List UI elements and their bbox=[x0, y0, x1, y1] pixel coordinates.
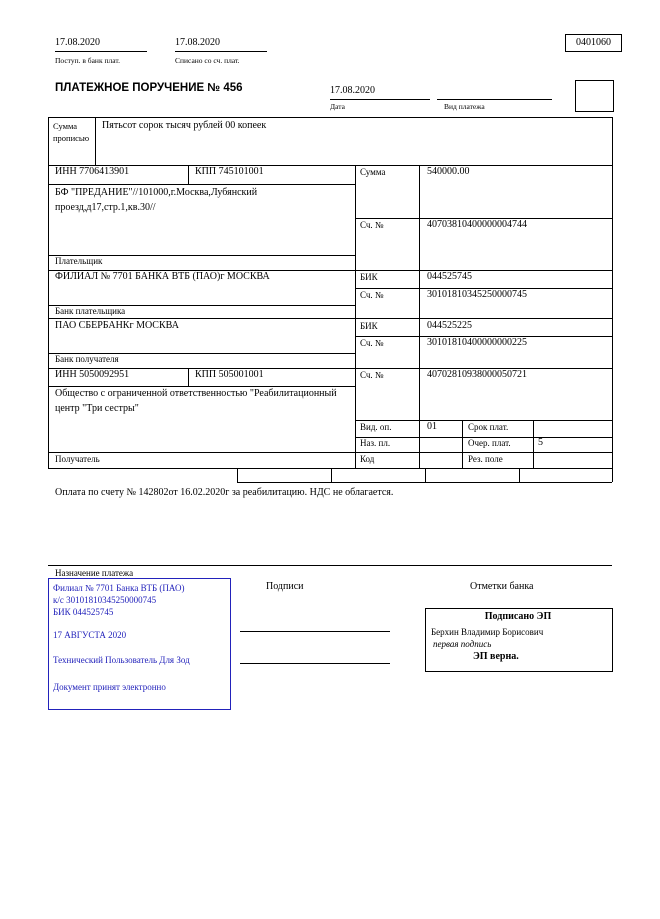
bank-stamp-line: 17 АВГУСТА 2020 bbox=[53, 630, 127, 640]
grid-line bbox=[48, 117, 612, 118]
bank-stamp-line: Филиал № 7701 Банка ВТБ (ПАО) bbox=[53, 583, 185, 593]
date-debited-label: Списано со сч. плат. bbox=[175, 56, 240, 65]
payee-bank-account: 30101810400000000225 bbox=[427, 337, 527, 348]
bank-stamp-line: БИК 044525745 bbox=[53, 607, 114, 617]
payer-bank-account: 30101810345250000745 bbox=[427, 289, 527, 300]
signatures-label: Подписи bbox=[266, 581, 304, 592]
date-received-label: Поступ. в банк плат. bbox=[55, 56, 120, 65]
payer-name: БФ "ПРЕДАНИЕ"//101000,г.Москва,Лубянский проезд,д17,стр.1,кв.30// bbox=[55, 187, 258, 213]
rez-pole-label: Рез. поле bbox=[468, 454, 503, 464]
payee-kpp: КПП 505001001 bbox=[195, 369, 264, 380]
esign-kind: первая подпись bbox=[433, 639, 492, 649]
payee-bank-bik: 044525225 bbox=[427, 320, 472, 331]
vid-op-label: Вид. оп. bbox=[360, 422, 392, 432]
payer-bank-section-label: Банк плательщика bbox=[55, 306, 126, 316]
payee-section-label: Получатель bbox=[55, 454, 100, 464]
payer-account: 40703810400000004744 bbox=[427, 219, 527, 230]
grid-line bbox=[237, 468, 238, 482]
esign-verified: ЭП верна. bbox=[473, 651, 519, 662]
grid-line bbox=[188, 165, 189, 184]
kod-label: Код bbox=[360, 454, 375, 464]
payer-account-label: Сч. № bbox=[360, 220, 384, 230]
payee-account-label: Сч. № bbox=[360, 370, 384, 380]
payee-inn: ИНН 5050092951 bbox=[55, 369, 130, 380]
amount-label: Сумма bbox=[360, 167, 386, 177]
grid-line bbox=[237, 482, 612, 483]
payer-section-label: Плательщик bbox=[55, 256, 103, 266]
purpose-text: Оплата по счету № 142802от 16.02.2020г за реабилитацию. НДС не облагается. bbox=[55, 487, 394, 498]
grid-line bbox=[355, 420, 612, 421]
grid-line bbox=[95, 117, 96, 165]
grid-line bbox=[355, 165, 356, 468]
ocher-plat-label: Очер. плат. bbox=[468, 438, 511, 448]
document-title: ПЛАТЕЖНОЕ ПОРУЧЕНИЕ № 456 bbox=[55, 82, 243, 94]
purpose-underline bbox=[48, 565, 612, 566]
esign-person: Берхин Владимир Борисович bbox=[431, 627, 544, 637]
signature-line bbox=[240, 663, 390, 664]
payment-kind-field bbox=[437, 85, 552, 100]
grid-line bbox=[48, 468, 612, 469]
grid-line bbox=[48, 117, 49, 468]
payer-inn: ИНН 7706413901 bbox=[55, 166, 130, 177]
grid-line bbox=[462, 420, 463, 468]
naz-pl-label: Наз. пл. bbox=[360, 438, 391, 448]
bank-marks-label: Отметки банка bbox=[470, 581, 534, 592]
grid-line bbox=[612, 117, 613, 482]
payee-bank-bik-label: БИК bbox=[360, 321, 378, 331]
amount-value: 540000.00 bbox=[427, 166, 470, 177]
payment-kind-label: Вид платежа bbox=[444, 102, 485, 111]
form-code-box: 0401060 bbox=[565, 34, 622, 52]
payer-bank-name: ФИЛИАЛ № 7701 БАНКА ВТБ (ПАО)г МОСКВА bbox=[55, 271, 270, 282]
bank-stamp-line: Документ принят электронно bbox=[53, 682, 166, 692]
grid-line bbox=[48, 368, 612, 369]
ocher-plat-value: 5 bbox=[538, 437, 543, 448]
payee-bank-account-label: Сч. № bbox=[360, 338, 384, 348]
date-debited: 17.08.2020 bbox=[175, 37, 267, 52]
grid-line bbox=[519, 468, 520, 482]
grid-line bbox=[188, 368, 189, 386]
payee-account: 40702810938000050721 bbox=[427, 369, 527, 380]
payee-bank-section-label: Банк получателя bbox=[55, 354, 119, 364]
date-label: Дата bbox=[330, 102, 345, 111]
grid-line bbox=[48, 165, 612, 166]
document-date: 17.08.2020 bbox=[330, 85, 430, 100]
payer-bank-account-label: Сч. № bbox=[360, 290, 384, 300]
grid-line bbox=[331, 468, 332, 482]
date-received: 17.08.2020 bbox=[55, 37, 147, 52]
grid-line bbox=[48, 452, 612, 453]
vid-op-value: 01 bbox=[427, 421, 437, 432]
grid-line bbox=[533, 420, 534, 468]
signature-line bbox=[240, 631, 390, 632]
payee-bank-name: ПАО СБЕРБАНКг МОСКВА bbox=[55, 320, 179, 331]
payer-bank-bik-label: БИК bbox=[360, 272, 378, 282]
amount-words-value: Пятьсот сорок тысяч рублей 00 копеек bbox=[102, 120, 267, 131]
bank-stamp-line: Технический Пользователь Для Зод bbox=[53, 655, 190, 665]
grid-line bbox=[48, 184, 355, 185]
bank-stamp-line: к/с 30101810345250000745 bbox=[53, 595, 157, 605]
srok-plat-label: Срок плат. bbox=[468, 422, 509, 432]
esign-title: Подписано ЭП bbox=[484, 611, 552, 622]
amount-words-label-2: прописью bbox=[53, 133, 90, 143]
status-box bbox=[575, 80, 614, 112]
payer-kpp: КПП 745101001 bbox=[195, 166, 264, 177]
purpose-label: Назначение платежа bbox=[55, 568, 134, 578]
grid-line bbox=[419, 165, 420, 468]
grid-line bbox=[48, 318, 612, 319]
amount-words-label-1: Сумма bbox=[53, 121, 78, 131]
payee-name: Общество с ограниченной ответственностью "Реабилитационный центр "Три сестры" bbox=[55, 388, 337, 414]
grid-line bbox=[425, 468, 426, 482]
payer-bank-bik: 044525745 bbox=[427, 271, 472, 282]
